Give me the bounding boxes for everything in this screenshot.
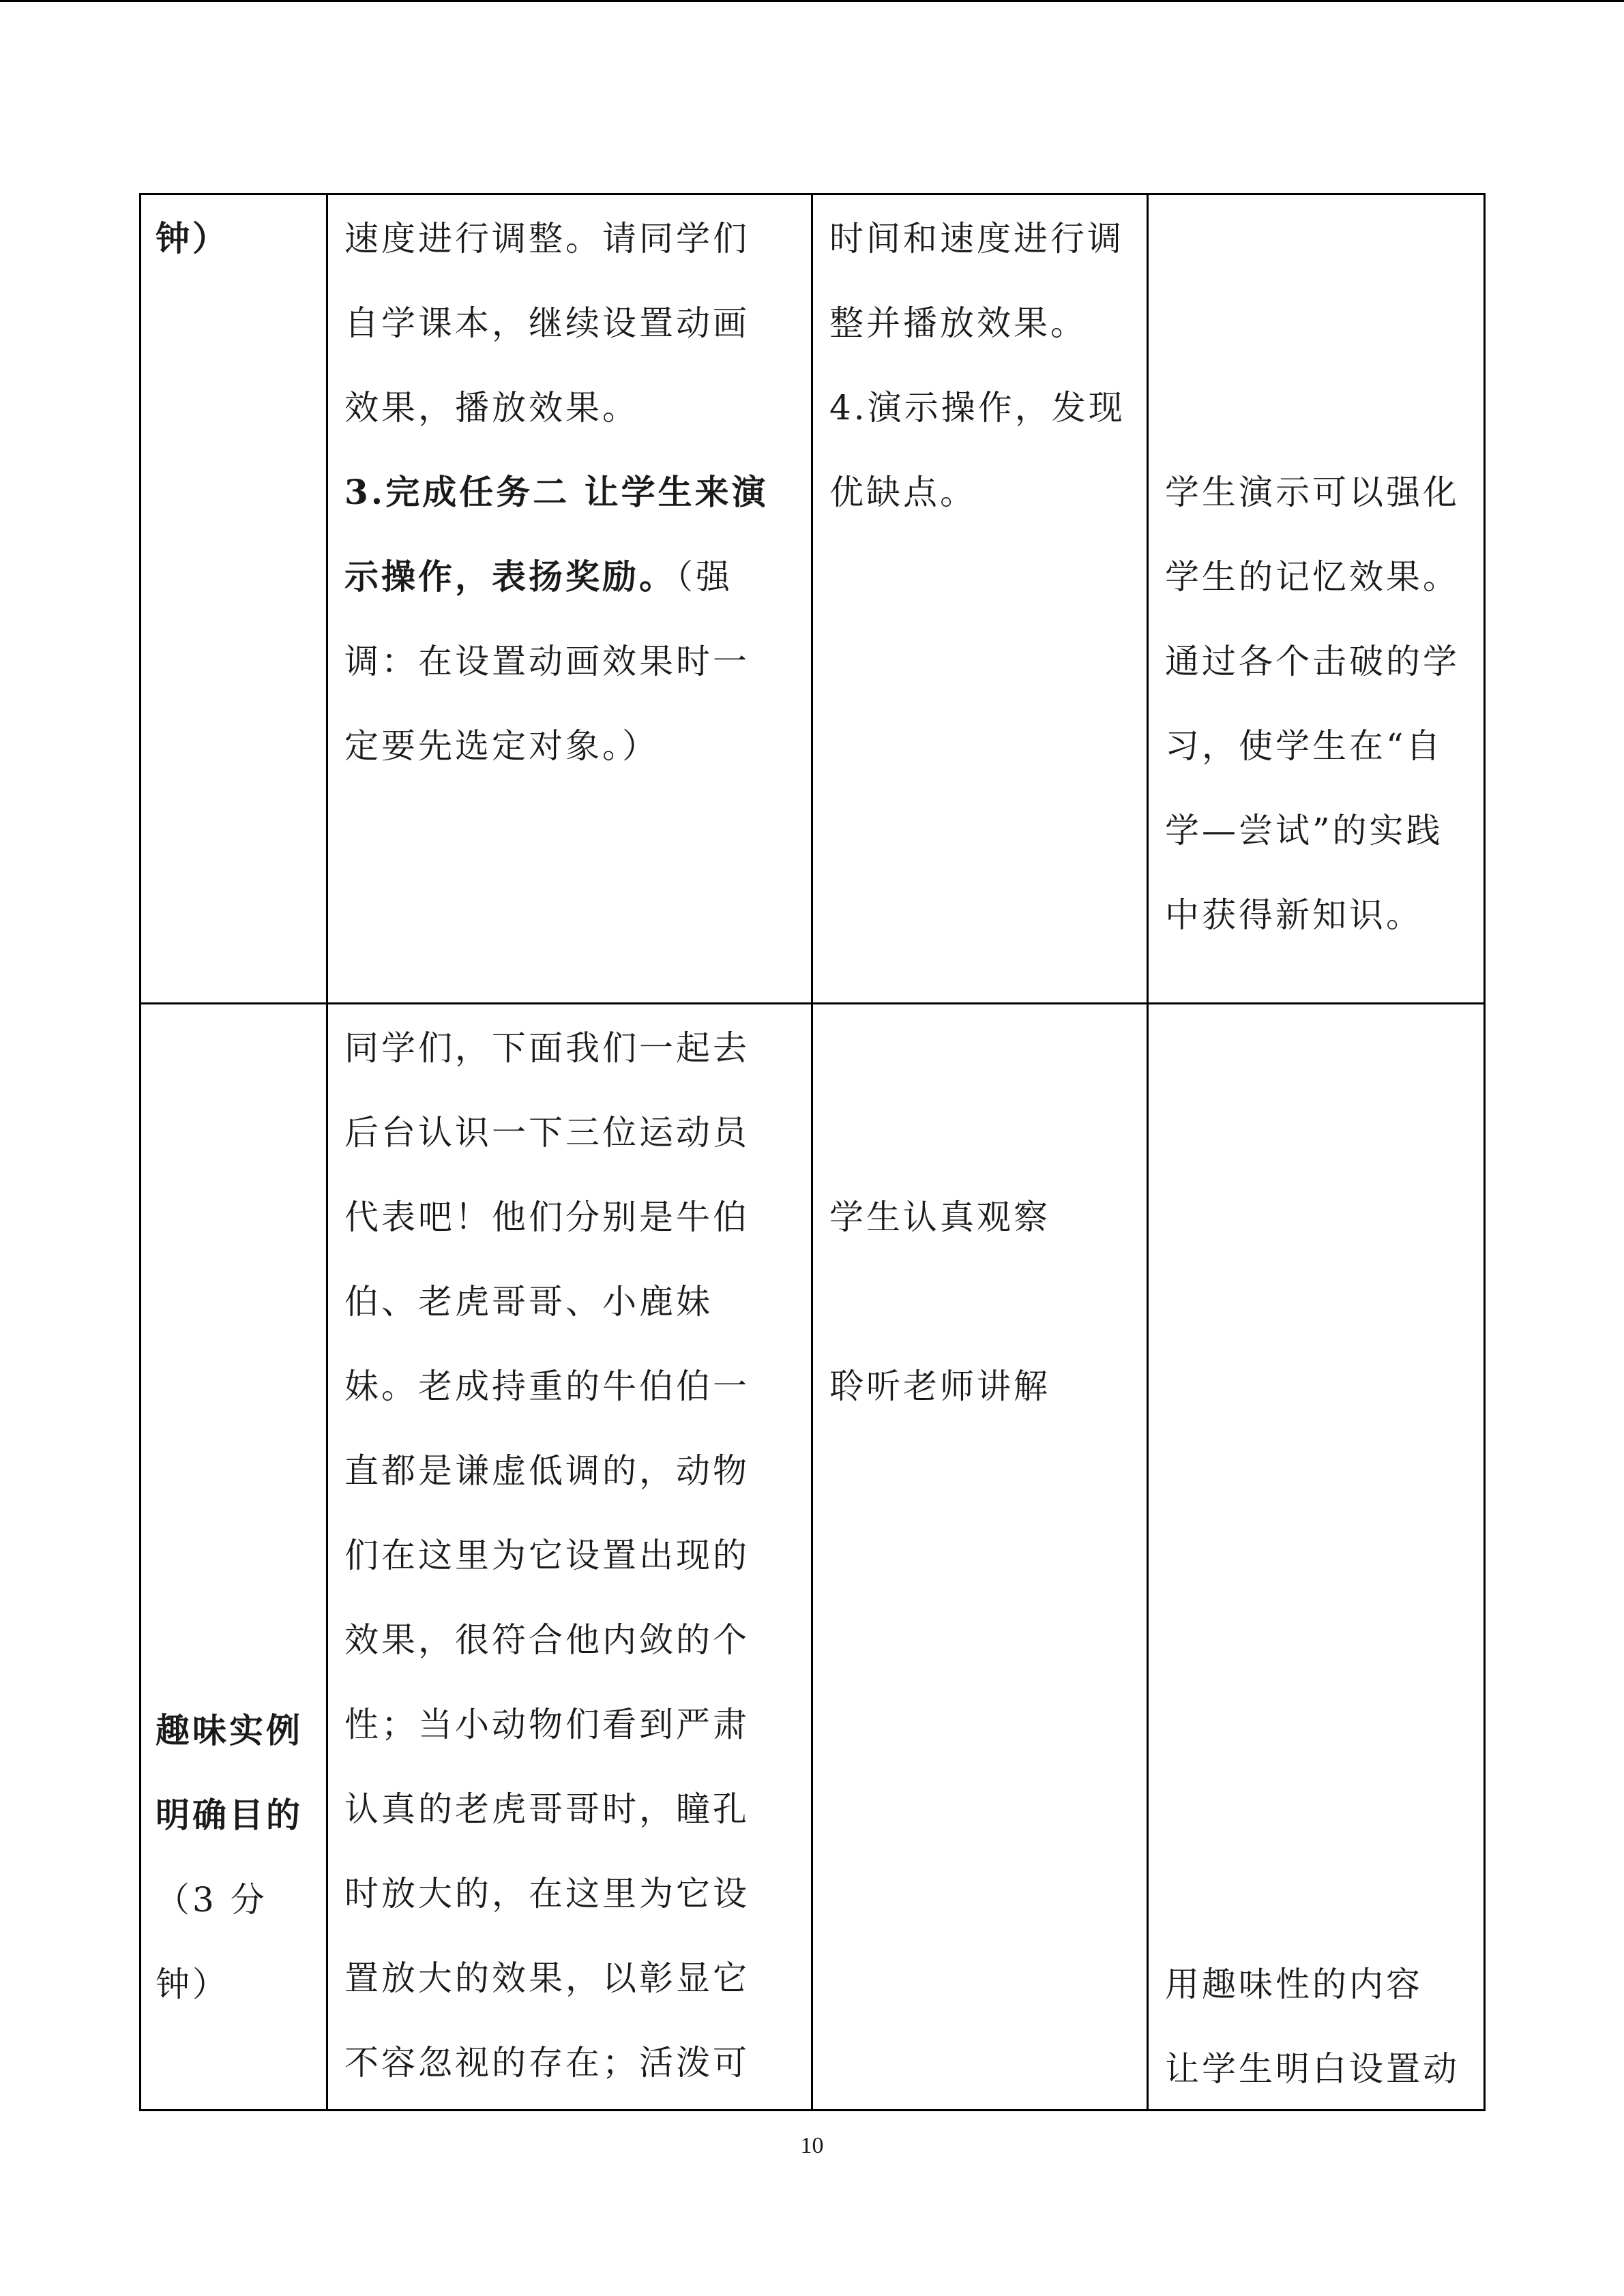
stage-line: 钟） xyxy=(156,218,229,258)
table-border-right xyxy=(1483,193,1486,2111)
intent-line: 学生的记忆效果。 xyxy=(1165,557,1460,597)
intent-line: 学生演示可以强化 xyxy=(1165,473,1460,512)
intent-line: 让学生明白设置动 xyxy=(1165,2049,1460,2089)
teacher-line: 直都是谦虚低调的，动物 xyxy=(344,1451,750,1491)
teacher-line: 伯、老虎哥哥、小鹿妹 xyxy=(344,1282,713,1322)
teacher-line: 认真的老虎哥哥时，瞳孔 xyxy=(344,1789,750,1829)
teacher-line: 定要先选定对象。） xyxy=(344,726,659,766)
stage-line: 钟） xyxy=(156,1965,229,2004)
teacher-line: 自学课本，继续设置动画 xyxy=(344,303,750,343)
teacher-line: 代表吧！他们分别是牛伯 xyxy=(344,1197,750,1237)
design-intent-cell xyxy=(1165,1942,1460,2111)
teacher-line: 效果，播放效果。 xyxy=(344,388,639,428)
teacher-line: 后台认识一下三位运动员 xyxy=(344,1113,750,1152)
intent-line: 通过各个击破的学 xyxy=(1165,642,1460,681)
teacher-line: 不容忽视的存在；活泼可 xyxy=(344,2043,750,2083)
teacher-note: （强 xyxy=(676,557,733,597)
table-column-divider xyxy=(326,193,328,2111)
teacher-line: 同学们，下面我们一起去 xyxy=(344,1028,750,1068)
teacher-task-heading: 示操作，表扬奖励。 xyxy=(344,556,676,597)
teacher-line: 时放大的，在这里为它设 xyxy=(344,1874,750,1913)
table-border-left xyxy=(139,193,141,2111)
student-line: 聆听老师讲解 xyxy=(829,1367,1050,1406)
intent-line: 学—尝试”的实践 xyxy=(1165,811,1443,850)
stage-line: （3 分 xyxy=(156,1880,267,1920)
stage-cell xyxy=(156,196,229,281)
teacher-line: 调：在设置动画效果时一 xyxy=(344,642,750,681)
stage-line: 明确目的 xyxy=(156,1795,303,1835)
student-line: 时间和速度进行调 xyxy=(829,219,1124,258)
teacher-line xyxy=(344,535,769,619)
student-line: 学生认真观察 xyxy=(829,1197,1050,1237)
student-activity-cell xyxy=(829,196,1125,535)
page-number: 10 xyxy=(800,2133,824,2158)
teacher-task-heading: 3.完成任务二 让学生来演 xyxy=(344,472,769,512)
teacher-line: 性；当小动物们看到严肃 xyxy=(344,1705,750,1744)
teacher-line: 置放大的效果，以彰显它 xyxy=(344,1958,750,1998)
table-column-divider xyxy=(811,193,813,2111)
student-line: 整并播放效果。 xyxy=(829,303,1087,343)
design-intent-cell xyxy=(1165,450,1460,957)
table-column-divider xyxy=(1147,193,1149,2111)
teacher-line: 效果，很符合他内敛的个 xyxy=(344,1620,750,1660)
intent-line: 用趣味性的内容 xyxy=(1165,1965,1423,2004)
teacher-activity-cell xyxy=(344,196,769,788)
teacher-activity-cell xyxy=(344,1006,750,2105)
student-line: 4.演示操作，发现 xyxy=(829,388,1125,428)
teacher-line: 速度进行调整。请同学们 xyxy=(344,219,750,258)
teacher-line: 妹。老成持重的牛伯伯一 xyxy=(344,1367,750,1406)
page-top-border xyxy=(0,0,1624,2)
stage-line: 趣味实例 xyxy=(156,1710,303,1750)
intent-line: 习，使学生在“自 xyxy=(1165,726,1443,766)
stage-cell xyxy=(156,1688,303,2027)
intent-line: 中获得新知识。 xyxy=(1165,895,1423,935)
student-activity-cell xyxy=(829,1175,1050,1429)
student-line: 优缺点。 xyxy=(829,473,977,512)
teacher-line: 们在这里为它设置出现的 xyxy=(344,1536,750,1575)
